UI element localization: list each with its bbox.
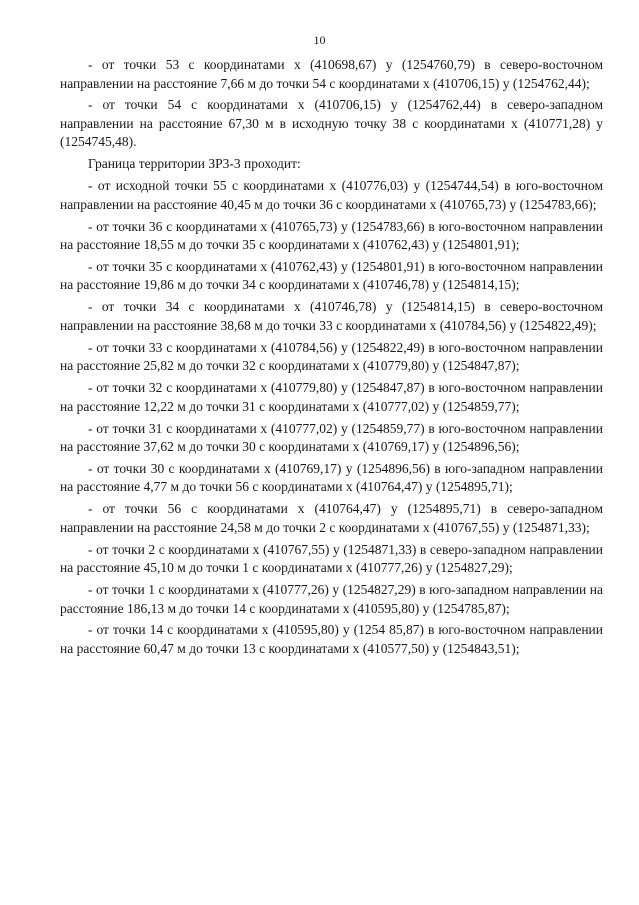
paragraph-point-32: - от точки 32 с координатами х (410779,80) у (1254847,87) в юго-восточном направлении на расстояние 12,22 м до точки 31 с координатами х (410777,02) у (1254859,77); [60, 380, 603, 414]
paragraph-point-53: - от точки 53 с координатами х (410698,67) у (1254760,79) в северо-восточном направлении на расстояние 7,66 м до точки 54 с координатами х (410706,15) у (1254762,44); [60, 57, 603, 91]
document-body [60, 56, 603, 662]
section-heading-zr3-3: Граница территории ЗР3-3 проходит: [88, 156, 301, 172]
page-number: 10 [313, 33, 326, 47]
paragraph-point-55: - от исходной точки 55 с координатами х (410776,03) у (1254744,54) в юго-восточном направлении на расстояние 40,45 м до точки 36 с координатами х (410765,73) у (1254783,66); [60, 178, 603, 212]
paragraph-point-33: - от точки 33 с координатами х (410784,56) у (1254822,49) в юго-восточном направлении на расстояние 25,82 м до точки 32 с координатами х (410779,80) у (1254847,87); [60, 339, 603, 374]
paragraph-point-14: - от точки 14 с координатами х (410595,80) у (1254 85,87) в юго-восточном направлении на расстояние 60,47 м до точки 13 с координатами х (410577,50) у (1254843,51); [60, 622, 603, 656]
paragraph-point-35: - от точки 35 с координатами х (410762,43) у (1254801,91) в юго-восточном направлении на расстояние 19,86 м до точки 34 с координатами х (410746,78) у (1254814,15); [60, 258, 603, 293]
paragraph-point-31: - от точки 31 с координатами х (410777,02) у (1254859,77) в юго-восточном направлении на расстояние 37,62 м до точки 30 с координатами х (410769,17) у (1254896,56); [60, 420, 603, 455]
paragraph-point-30: - от точки 30 с координатами х (410769,17) у (1254896,56) в юго-западном направлении на расстояние 4,77 м до точки 56 с координатами х (410764,47) у (1254895,71); [60, 460, 603, 495]
paragraph-point-1: - от точки 1 с координатами х (410777,26) у (1254827,29) в юго-западном направлении на расстояние 186,13 м до точки 14 с координатами х (410595,80) у (1254785,87); [60, 582, 603, 616]
paragraph-point-36: - от точки 36 с координатами х (410765,73) у (1254783,66) в юго-восточном направлении на расстояние 18,55 м до точки 35 с координатами х (410762,43) у (1254801,91); [60, 218, 603, 253]
paragraph-point-34: - от точки 34 с координатами х (410746,78) у (1254814,15) в северо-восточном направлении на расстояние 38,68 м до точки 33 с координатами х (410784,56) у (1254822,49); [60, 299, 603, 333]
paragraph-point-2: - от точки 2 с координатами х (410767,55) у (1254871,33) в северо-западном направлении на расстояние 45,10 м до точки 1 с координатами х (410777,26) у (1254827,29); [60, 541, 603, 576]
paragraph-point-56: - от точки 56 с координатами х (410764,47) у (1254895,71) в северо-западном направлении на расстояние 24,58 м до точки 2 с координатами х (410767,55) у (1254871,33); [60, 501, 603, 535]
paragraph-point-54: - от точки 54 с координатами х (410706,15) у (1254762,44) в северо-западном направлении на расстояние 67,30 м в исходную точку 38 с координатами х (410771,28) у (1254745,48). [60, 97, 603, 150]
